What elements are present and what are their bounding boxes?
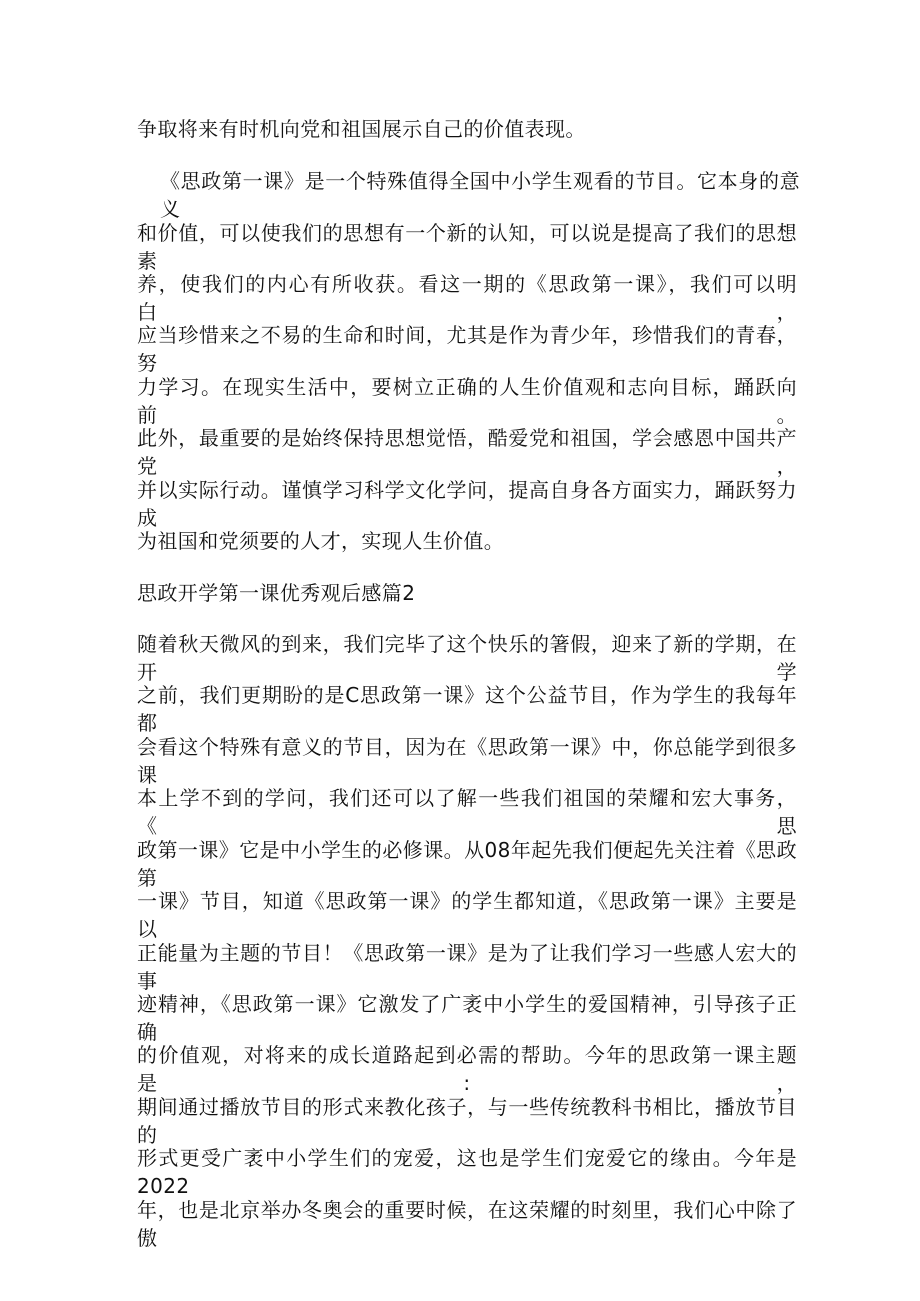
text-line: 迹精神，《思政第一课》它激发了广袤中小学生的爱国精神，引导孩子正确 [137, 992, 797, 1044]
text-line: 本上学不到的学问，我们还可以了解一些我们祖国的荣耀和宏大事务，《思 [137, 786, 797, 838]
text-line: 随着秋天微风的到来，我们完毕了这个快乐的箸假，迎来了新的学期，在开学 [137, 632, 797, 684]
text-line: 政第一课》它是中小学生的必修课。从08年起先我们便起先关注着《思政第 [137, 838, 797, 890]
text-line: 养，使我们的内心有所收获。看这一期的《思政第一课》，我们可以明白， [137, 272, 797, 324]
text-line: 和价值，可以使我们的思想有一个新的认知，可以说是提高了我们的思想素 [137, 221, 797, 273]
text-line: 并以实际行动。谨慎学习科学文化学问，提高自身各方面实力，踊跃努力成 [137, 478, 797, 530]
section-heading: 思政开学第一课优秀观后感篇2 [137, 581, 416, 605]
text-line: 年，也是北京举办冬奥会的重要时候，在这荣耀的时刻里，我们心中除了傲 [137, 1198, 797, 1250]
text-line: 会看这个特殊有意义的节目，因为在《思政第一课》中，你总能学到很多课 [137, 735, 797, 787]
text-line: 正能量为主题的节目！《思政第一课》是为了让我们学习一些感人宏大的事 [137, 941, 797, 993]
text-line: 此外，最重要的是始终保持思想觉悟，酷爱党和祖国，学会感恩中国共产党， [137, 426, 797, 478]
text-line: 为祖国和党须要的人才，实现人生价值。 [137, 529, 505, 553]
text-line: 《思政第一课》是一个特殊值得全国中小学生观看的节目。它本身的意义 [160, 169, 800, 221]
text-line: 争取将来有时机向党和祖国展示自己的价值表现。 [137, 117, 586, 141]
text-line: 应当珍惜来之不易的生命和时间，尤其是作为青少年，珍惜我们的青春，努 [137, 323, 797, 375]
text-line: 一课》节目，知道《思政第一课》的学生都知道，《思政第一课》主要是以 [137, 889, 797, 941]
text-line: 的价值观，对将来的成长道路起到必需的帮助。今年的思政第一课主题是:， [137, 1043, 797, 1095]
text-line: 期间通过播放节目的形式来教化孩子，与一些传统教科书相比，播放节目的 [137, 1095, 797, 1147]
text-line: 形式更受广袤中小学生们的宠爱，这也是学生们宠爱它的缘由。今年是2022 [137, 1146, 797, 1198]
text-line: 之前，我们更期盼的是C思政第一课》这个公益节目，作为学生的我每年都 [137, 683, 797, 735]
text-line: 力学习。在现实生活中，要树立正确的人生价值观和志向目标，踊跃向前。 [137, 375, 797, 427]
